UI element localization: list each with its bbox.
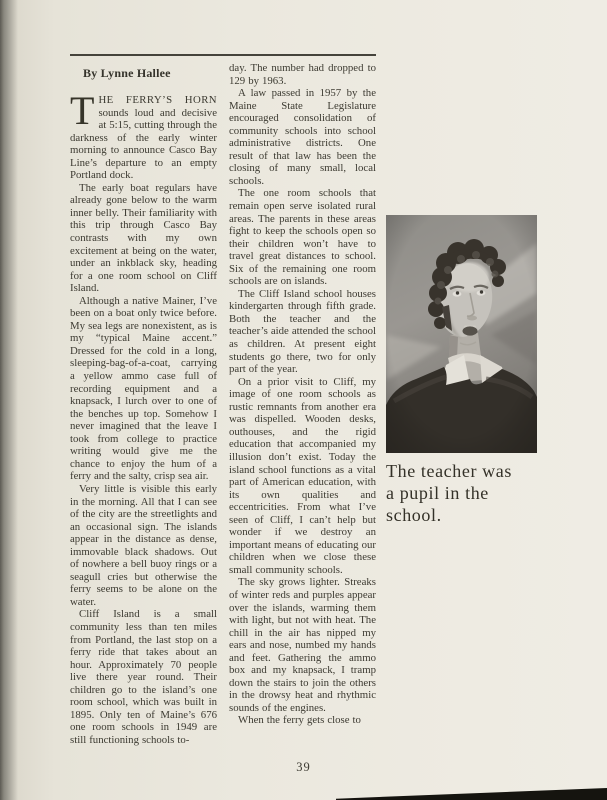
photo-caption-line: a pupil in the bbox=[386, 483, 489, 503]
article-paragraph: On a prior visit to Cliff, my image of one room schools as rustic remnants from another era was dispelled. Wooden desks, outhouses, and the rigid education that accompanied my illusion don’t exist. Today the island school functions as a vital part of American education, with its own qualities and eccentricities. From what I’ve seen of Cliff, I can’t help but wonder if we destroy an important means of educating our children when we close these small community schools. bbox=[229, 375, 376, 576]
article-paragraph: The early boat regulars have already gone below to the warm inner belly. Their familiarity with this trip through Casco Bay contrasts with my own excitement at being on the water, under an inkblack sky, heading for a one room school on Cliff Island. bbox=[70, 181, 217, 295]
article-column-right bbox=[229, 62, 376, 746]
book-edge-shadow bbox=[336, 787, 607, 800]
article-paragraph: day. The number had dropped to 129 by 1963. bbox=[229, 62, 376, 87]
article-paragraph: The Cliff Island school houses kindergarten through fifth grade. Both the teacher and the teacher’s aide attended the school as children. At present eight students go there, two for only part of the year. bbox=[229, 287, 376, 376]
article-paragraph: When the ferry gets close to bbox=[238, 714, 361, 727]
header-rule bbox=[70, 54, 376, 56]
byline: By Lynne Hallee bbox=[83, 66, 171, 80]
photo-caption bbox=[386, 460, 561, 526]
drop-cap: T bbox=[70, 88, 95, 133]
article-column-left bbox=[70, 62, 217, 746]
photo-caption-line: school. bbox=[386, 505, 442, 525]
teacher-photo bbox=[386, 215, 537, 453]
page-left-edge-shadow bbox=[0, 0, 18, 800]
article-paragraph: Although a native Mainer, I’ve been on a boat only twice before. My sea legs are nonexistent, as is my “typical Maine accent.” Dressed for the cold in a long, sleeping-bag-of-a-coat, carrying a yellow ammo case full of recording equipment and a knapsack, I lurch over to one of the benches up top. Somehow I never imagined that the leave I took from college to practice writing would give me the chance to enjoy the hum of a ferry and the salty, crisp sea air. bbox=[70, 294, 217, 483]
page-number: 39 bbox=[296, 760, 311, 774]
article-paragraph: The sky grows lighter. Streaks of winter reds and purples appear over the islands, warming them with light, but not with heat. The chill in the air has nipped my ears and nose, numbed my hands and feet. Gathering the ammo box and my knapsack, I tramp down the stairs to join the others in the drowsy heat and rhythmic sounds of the engines. bbox=[229, 576, 376, 714]
article-opening-paragraph bbox=[70, 88, 217, 182]
article-paragraph: A law passed in 1957 by the Maine State Legislature encouraged consolidation of community schools into school administrative districts. One result of that law has been the closing of many small, local schools. bbox=[229, 87, 376, 187]
article-paragraph: The one room schools that remain open serve isolated rural areas. The parents in these areas fight to keep the schools open so their children won’t have to travel great distances to school. Six of the remaining one room schools are on islands. bbox=[229, 187, 376, 288]
article-body bbox=[70, 62, 376, 746]
article-paragraph: Cliff Island is a small community less than ten miles from Portland, the last stop on a ferry ride that takes about an hour. Approximately 70 people live there year round. Their children go to the island’s one room school, which was built in 1895. Only ten of Maine’s 676 one room schools in 1949 are still functioning schools to- bbox=[70, 608, 217, 746]
teacher-photo-illustration bbox=[386, 215, 537, 453]
photo-caption-line: The teacher was bbox=[386, 461, 512, 481]
opening-text: sounds loud and decisive at 5:15, cutting through the darkness of the early winter morning to announce Casco Bay Line’s departure to an empty Portland dock. bbox=[70, 106, 217, 182]
opening-small-caps: HE FERRY’S HORN bbox=[98, 94, 217, 106]
article-paragraph: Very little is visible this early in the morning. All that I can see of the city are the streetlights and an occasional sign. The islands appear in the distance as dense, immovable black shadows. Out of nowhere a bell buoy rings or a seagull cries but otherwise the ferry seems to be alone on the water. bbox=[70, 482, 217, 608]
